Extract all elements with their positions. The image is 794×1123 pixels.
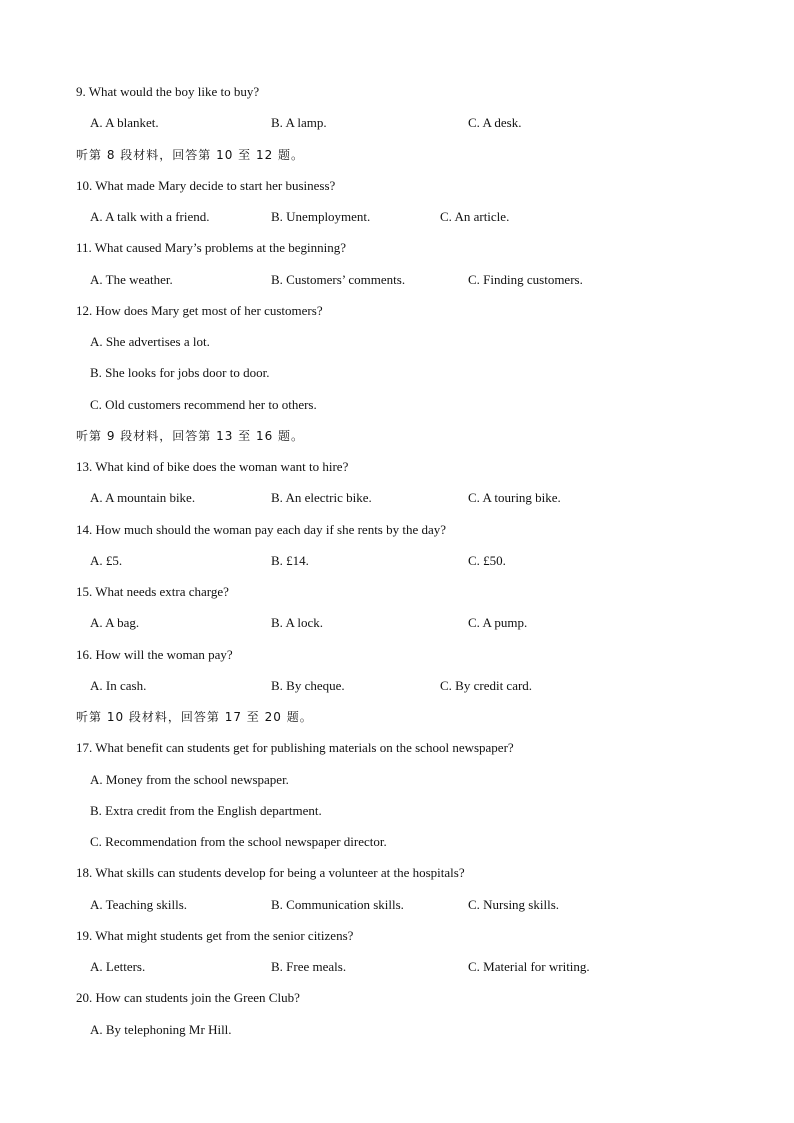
answer-option: A. A bag. xyxy=(90,615,140,630)
answer-option: B. Extra credit from the English department. xyxy=(90,803,322,818)
answer-option: B. £14. xyxy=(271,553,309,568)
answer-option: A. The weather. xyxy=(90,272,173,287)
question-stem: 11. What caused Mary’s problems at the beginning? xyxy=(76,240,347,255)
question-stem: 18. What skills can students develop for being a volunteer at the hospitals? xyxy=(76,865,465,880)
answer-option: C. Nursing skills. xyxy=(468,897,560,912)
answer-option: B. Customers’ comments. xyxy=(271,272,406,287)
answer-option: C. Old customers recommend her to others. xyxy=(90,397,317,412)
answer-option: A. Letters. xyxy=(90,959,146,974)
answer-option: C. A pump. xyxy=(468,615,528,630)
answer-option: B. A lock. xyxy=(271,615,324,630)
answer-option: B. Unemployment. xyxy=(271,209,371,224)
answer-option: C. An article. xyxy=(440,209,510,224)
answer-option: C. Material for writing. xyxy=(468,959,590,974)
answer-option: A. Teaching skills. xyxy=(90,897,188,912)
answer-option: B. She looks for jobs door to door. xyxy=(90,365,270,380)
answer-option: C. Recommendation from the school newspaper director. xyxy=(90,834,387,849)
answer-option: A. A talk with a friend. xyxy=(90,209,210,224)
answer-option: C. By credit card. xyxy=(440,678,533,693)
answer-option: A. Money from the school newspaper. xyxy=(90,772,289,787)
answer-option: A. She advertises a lot. xyxy=(90,334,210,349)
question-stem: 14. How much should the woman pay each day if she rents by the day? xyxy=(76,522,447,537)
question-stem: 13. What kind of bike does the woman want to hire? xyxy=(76,459,349,474)
answer-option: B. Free meals. xyxy=(271,959,347,974)
answer-option: A. £5. xyxy=(90,553,123,568)
section-instruction: 听第 10 段材料，回答第 17 至 20 题。 xyxy=(76,710,313,724)
answer-option: A. In cash. xyxy=(90,678,147,693)
question-stem: 15. What needs extra charge? xyxy=(76,584,229,599)
answer-option: A. A mountain bike. xyxy=(90,490,196,505)
question-stem: 20. How can students join the Green Club? xyxy=(76,990,300,1005)
question-stem: 9. What would the boy like to buy? xyxy=(76,84,260,99)
answer-option: B. Communication skills. xyxy=(271,897,404,912)
question-stem: 17. What benefit can students get for publishing materials on the school newspaper? xyxy=(76,740,514,755)
answer-option: A. By telephoning Mr Hill. xyxy=(90,1022,232,1037)
section-instruction: 听第 9 段材料，回答第 13 至 16 题。 xyxy=(76,429,305,443)
question-stem: 12. How does Mary get most of her customers? xyxy=(76,303,323,318)
answer-option: A. A blanket. xyxy=(90,115,159,130)
question-stem: 10. What made Mary decide to start her business? xyxy=(76,178,336,193)
answer-option: B. An electric bike. xyxy=(271,490,372,505)
answer-option: B. By cheque. xyxy=(271,678,345,693)
question-stem: 19. What might students get from the senior citizens? xyxy=(76,928,354,943)
answer-option: C. A touring bike. xyxy=(468,490,561,505)
answer-option: C. Finding customers. xyxy=(468,272,583,287)
answer-option: C. A desk. xyxy=(468,115,522,130)
answer-option: C. £50. xyxy=(468,553,506,568)
section-instruction: 听第 8 段材料，回答第 10 至 12 题。 xyxy=(76,148,305,162)
answer-option: B. A lamp. xyxy=(271,115,327,130)
question-stem: 16. How will the woman pay? xyxy=(76,647,233,662)
